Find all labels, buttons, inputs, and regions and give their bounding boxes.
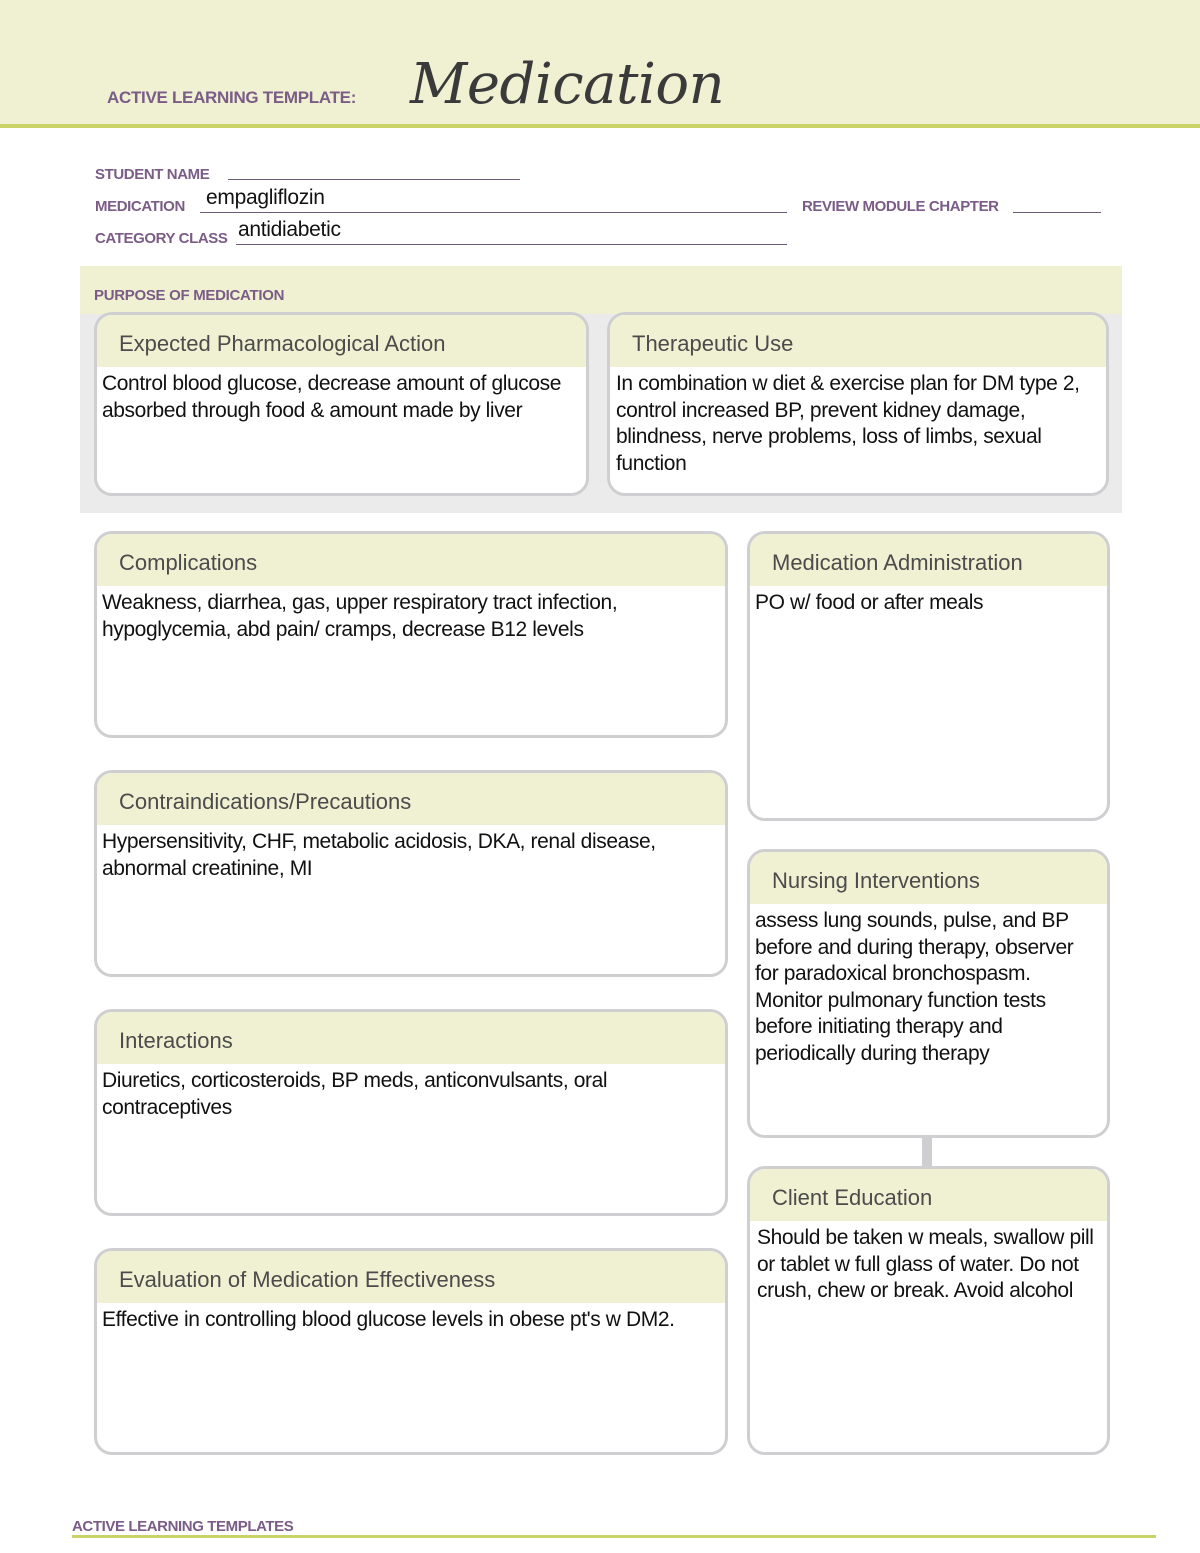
medication-administration-title: Medication Administration [750,534,1107,586]
complications-title: Complications [97,534,725,586]
expected-action-text[interactable]: Control blood glucose, decrease amount of glucose absorbed through food & amount made by liver [102,372,562,422]
contraindications-title: Contraindications/Precautions [97,773,725,825]
evaluation-title: Evaluation of Medication Effectiveness [97,1251,725,1303]
interactions-text[interactable]: Diuretics, corticosteroids, BP meds, anticonvulsants, oral contraceptives [102,1069,608,1119]
nursing-interventions-box [747,849,1110,1138]
interactions-title: Interactions [97,1012,725,1064]
medication-label: MEDICATION [95,198,185,215]
client-education-text[interactable]: Should be taken w meals, swallow pill or tablet w full glass of water. Do not crush, chew or break. Avoid alcohol [757,1226,1094,1302]
nursing-interventions-title: Nursing Interventions [750,852,1107,904]
therapeutic-use-title: Therapeutic Use [610,315,1106,367]
evaluation-text[interactable]: Effective in controlling blood glucose levels in obese pt's w DM2. [102,1308,675,1331]
category-class-field[interactable]: antidiabetic [238,218,341,241]
nursing-interventions-text[interactable]: assess lung sounds, pulse, and BP before and during therapy, observer for paradoxical bronchospasm. Monitor pulmonary function tests before initiating therapy and periodically during therapy [755,909,1074,1065]
complications-box [94,531,728,738]
client-education-title: Client Education [750,1169,1107,1221]
evaluation-box [94,1248,728,1455]
medication-field[interactable]: empagliflozin [206,186,325,209]
therapeutic-use-box [607,312,1109,496]
purpose-label: PURPOSE OF MEDICATION [94,287,285,304]
contraindications-text[interactable]: Hypersensitivity, CHF, metabolic acidosis, DKA, renal disease, abnormal creatinine, MI [102,830,656,880]
contraindications-box [94,770,728,977]
therapeutic-use-text[interactable]: In combination w diet & exercise plan for DM type 2, control increased BP, prevent kidney damage, blindness, nerve problems, loss of limbs, sexual function [616,372,1080,475]
footer-label: ACTIVE LEARNING TEMPLATES [72,1518,294,1535]
review-module-label: REVIEW MODULE CHAPTER [802,198,999,215]
medication-administration-text[interactable]: PO w/ food or after meals [755,591,984,614]
client-education-box [747,1166,1110,1455]
footer-divider [72,1535,1156,1538]
category-class-line[interactable] [236,244,787,245]
complications-text[interactable]: Weakness, diarrhea, gas, upper respiratory tract infection, hypoglycemia, abd pain/ cramps, decrease B12 levels [102,591,618,641]
medication-line[interactable] [200,212,787,213]
box-connector [922,1136,932,1166]
page-title: Medication [410,52,725,117]
student-name-line[interactable] [228,179,520,180]
expected-action-title: Expected Pharmacological Action [97,315,586,367]
review-module-line[interactable] [1013,212,1101,213]
header-banner [0,0,1200,128]
template-label: ACTIVE LEARNING TEMPLATE: [107,88,357,107]
medication-administration-box [747,531,1110,821]
interactions-box [94,1009,728,1216]
expected-action-box [94,312,589,496]
student-name-label: STUDENT NAME [95,166,210,183]
category-class-label: CATEGORY CLASS [95,230,228,247]
